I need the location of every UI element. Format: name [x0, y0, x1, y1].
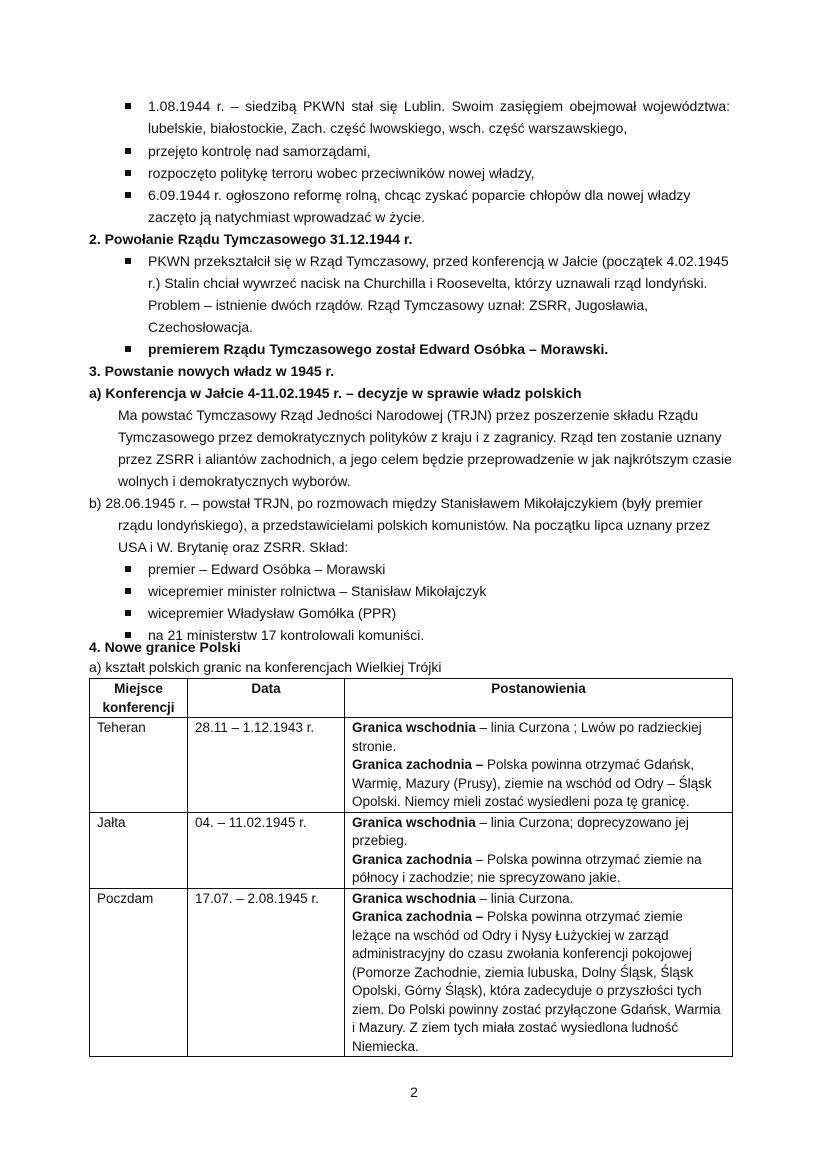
sklad-item-3: wicepremier Władysław Gomółka (PPR)	[148, 605, 397, 621]
west-border-label: Granica zachodnia –	[352, 909, 484, 924]
top-list-item-2: przejęto kontrolę nad samorządami,	[148, 143, 371, 159]
table-row	[90, 812, 733, 888]
word: Lublin.	[403, 98, 446, 114]
conference-table	[89, 678, 733, 1057]
east-border-para	[352, 814, 725, 851]
top-list-item-3: rozpoczęto politykę terroru wobec przeciwników nowej władzy,	[148, 165, 535, 181]
table-row	[90, 888, 733, 1057]
east-border-label: Granica wschodnia	[352, 720, 476, 735]
section-2-item-1-line-3: Problem – istnienie dwóch rządów. Rząd Tymczasowy uznał: ZSRR, Jugosławia,	[148, 297, 649, 313]
section-3a-line-1: Ma powstać Tymczasowy Rząd Jedności Narodowej (TRJN) przez poszerzenie składu Rządu	[118, 407, 699, 423]
cell-decisions	[345, 718, 733, 813]
west-border-text: – Polska powinna otrzymać ziemie na północy i zachodzie; nie sprecyzowano jakie.	[352, 851, 702, 885]
cell-date: 17.07. – 2.08.1945 r.	[188, 888, 345, 1057]
east-border-para	[352, 719, 725, 756]
section-3-heading: 3. Powstanie nowych władz w 1945 r.	[89, 363, 335, 379]
top-list-item-4-line-2: zaczęto ją natychmiast wprowadzać w życie.	[148, 209, 425, 225]
word: PKWN	[302, 98, 345, 114]
header-place: Miejsce konferencji	[90, 679, 188, 718]
east-border-label: Granica wschodnia	[352, 890, 476, 906]
top-list-item-4-line-1: 6.09.1944 r. ogłoszono reformę rolną, chcąc zyskać poparcie chłopów dla nowej władzy	[148, 187, 691, 203]
section-2-heading: 2. Powołanie Rządu Tymczasowego 31.12.1944 r.	[89, 231, 413, 247]
bullet-icon	[125, 588, 131, 594]
sklad-item-2: wicepremier minister rolnictwa – Stanisław Mikołajczyk	[148, 583, 487, 599]
section-3a-line-2: Tymczasowego przez demokratycznych polityków z kraju i z zagranicy. Rząd ten zostanie uznany	[118, 429, 722, 445]
east-border-text: – linia Curzona; doprecyzowano jej przebieg.	[352, 814, 689, 848]
section-4a-heading: a) kształt polskich granic na konferencjach Wielkiej Trójki	[89, 659, 442, 675]
section-2-item-1-line-1: PKWN przekształcił się w Rząd Tymczasowy, przed konferencją w Jałcie (początek 4.02.1945	[148, 253, 729, 269]
west-border-para	[352, 851, 725, 888]
top-list-item-1-line-2: lubelskie, białostockie, Zach. część lwowskiego, wsch. część warszawskiego,	[148, 120, 628, 136]
word: siedzibą	[245, 98, 297, 114]
word: r.	[216, 98, 225, 114]
cell-place: Teheran	[90, 718, 188, 813]
word: zasięgiem	[500, 98, 564, 114]
bullet-icon	[125, 148, 131, 154]
bullet-icon	[125, 258, 131, 264]
east-border-label: Granica wschodnia	[352, 814, 476, 830]
west-border-para	[352, 756, 725, 812]
bullet-icon	[125, 103, 131, 109]
section-2-item-1-line-2: r.) Stalin chciał wywrzeć nacisk na Churchilla i Roosevelta, którzy uznawali rząd londyński.	[148, 275, 708, 291]
cell-place: Poczdam	[90, 888, 188, 1057]
cell-place: Jałta	[90, 812, 188, 888]
table-row	[90, 718, 733, 813]
cell-decisions	[345, 888, 733, 1057]
section-4-heading: 4. Nowe granice Polski	[89, 639, 241, 655]
section-3b-line-2: rządu londyńskiego), a przedstawicielami polskich komunistów. Na początku lipca uznany przez	[118, 517, 711, 533]
bullet-icon	[125, 566, 131, 572]
east-border-text: – linia Curzona.	[475, 890, 574, 906]
word: stał	[351, 98, 374, 114]
cell-date: 28.11 – 1.12.1943 r.	[188, 718, 345, 813]
section-3b-line-3: USA i W. Brytanię oraz ZSRR. Skład:	[118, 539, 349, 555]
section-3b-line-1: b) 28.06.1945 r. – powstał TRJN, po rozmowach między Stanisławem Mikołajczykiem (były premier	[89, 495, 703, 511]
word: –	[230, 98, 239, 114]
bullet-icon	[125, 192, 131, 198]
table-header-row	[90, 679, 733, 718]
west-border-label: Granica zachodnia –	[352, 757, 484, 772]
word: województwa:	[642, 98, 730, 114]
cell-date: 04. – 11.02.1945 r.	[188, 812, 345, 888]
section-3a-heading: a) Konferencja w Jałcie 4-11.02.1945 r. – decyzje w sprawie władz polskich	[89, 385, 582, 401]
bullet-icon	[125, 610, 131, 616]
bullet-icon	[125, 170, 131, 176]
section-2-item-1-line-4: Czechosłowacja.	[148, 319, 254, 335]
west-border-text: Polska powinna otrzymać Gdańsk, Warmię, Mazury (Prusy), ziemie na wschód od Odry – Śląsk Opolski. Niemcy mieli zostać wysiedleni poza tę granicę.	[352, 757, 712, 809]
word: się	[379, 98, 398, 114]
page-number: 2	[410, 1084, 418, 1100]
west-border-text: Polska powinna otrzymać ziemie leżące na wschód od Odry i Nysy Łużyckiej w zarząd administracyjny do czasu zwołania konferencji pokojowej (Pomorze Zachodnie, ziemia lubuska, Dolny Śląsk, Śląsk Opolski, Górny Śląsk), która zadecyduje o przyszłości tych ziem. Do Polski powinny zostać przyłączone Gdańsk, Warmia i Mazury. Z ziem tych miała zostać wysiedlona ludność Niemiecka.	[352, 909, 721, 1054]
sklad-item-1: premier – Edward Osóbka – Morawski	[148, 561, 386, 577]
west-border-para	[352, 908, 725, 1056]
section-3a-line-4: wolnych i demokratycznych wyborów.	[118, 473, 351, 489]
bullet-icon	[125, 346, 131, 352]
section-2-item-2: premierem Rządu Tymczasowego został Edward Osóbka – Morawski.	[148, 341, 609, 357]
header-decisions: Postanowienia	[345, 679, 733, 718]
header-date: Data	[188, 679, 345, 718]
word: Swoim	[451, 98, 494, 114]
word: obejmował	[569, 98, 637, 114]
top-list-item-1-line-1	[148, 96, 730, 116]
east-border-text: – linia Curzona ; Lwów po radzieckiej stronie.	[352, 720, 702, 754]
sklad-item-4: na 21 ministerstw 17 kontrolowali komuniści.	[148, 627, 425, 643]
east-border-para	[352, 890, 725, 909]
cell-decisions	[345, 812, 733, 888]
west-border-label: Granica zachodnia	[352, 851, 473, 867]
section-3a-line-3: przez ZSRR i aliantów zachodnich, a jego celem będzie przeprowadzenie w jak najkrótszym czasie	[118, 451, 732, 467]
word: 1.08.1944	[148, 98, 211, 114]
